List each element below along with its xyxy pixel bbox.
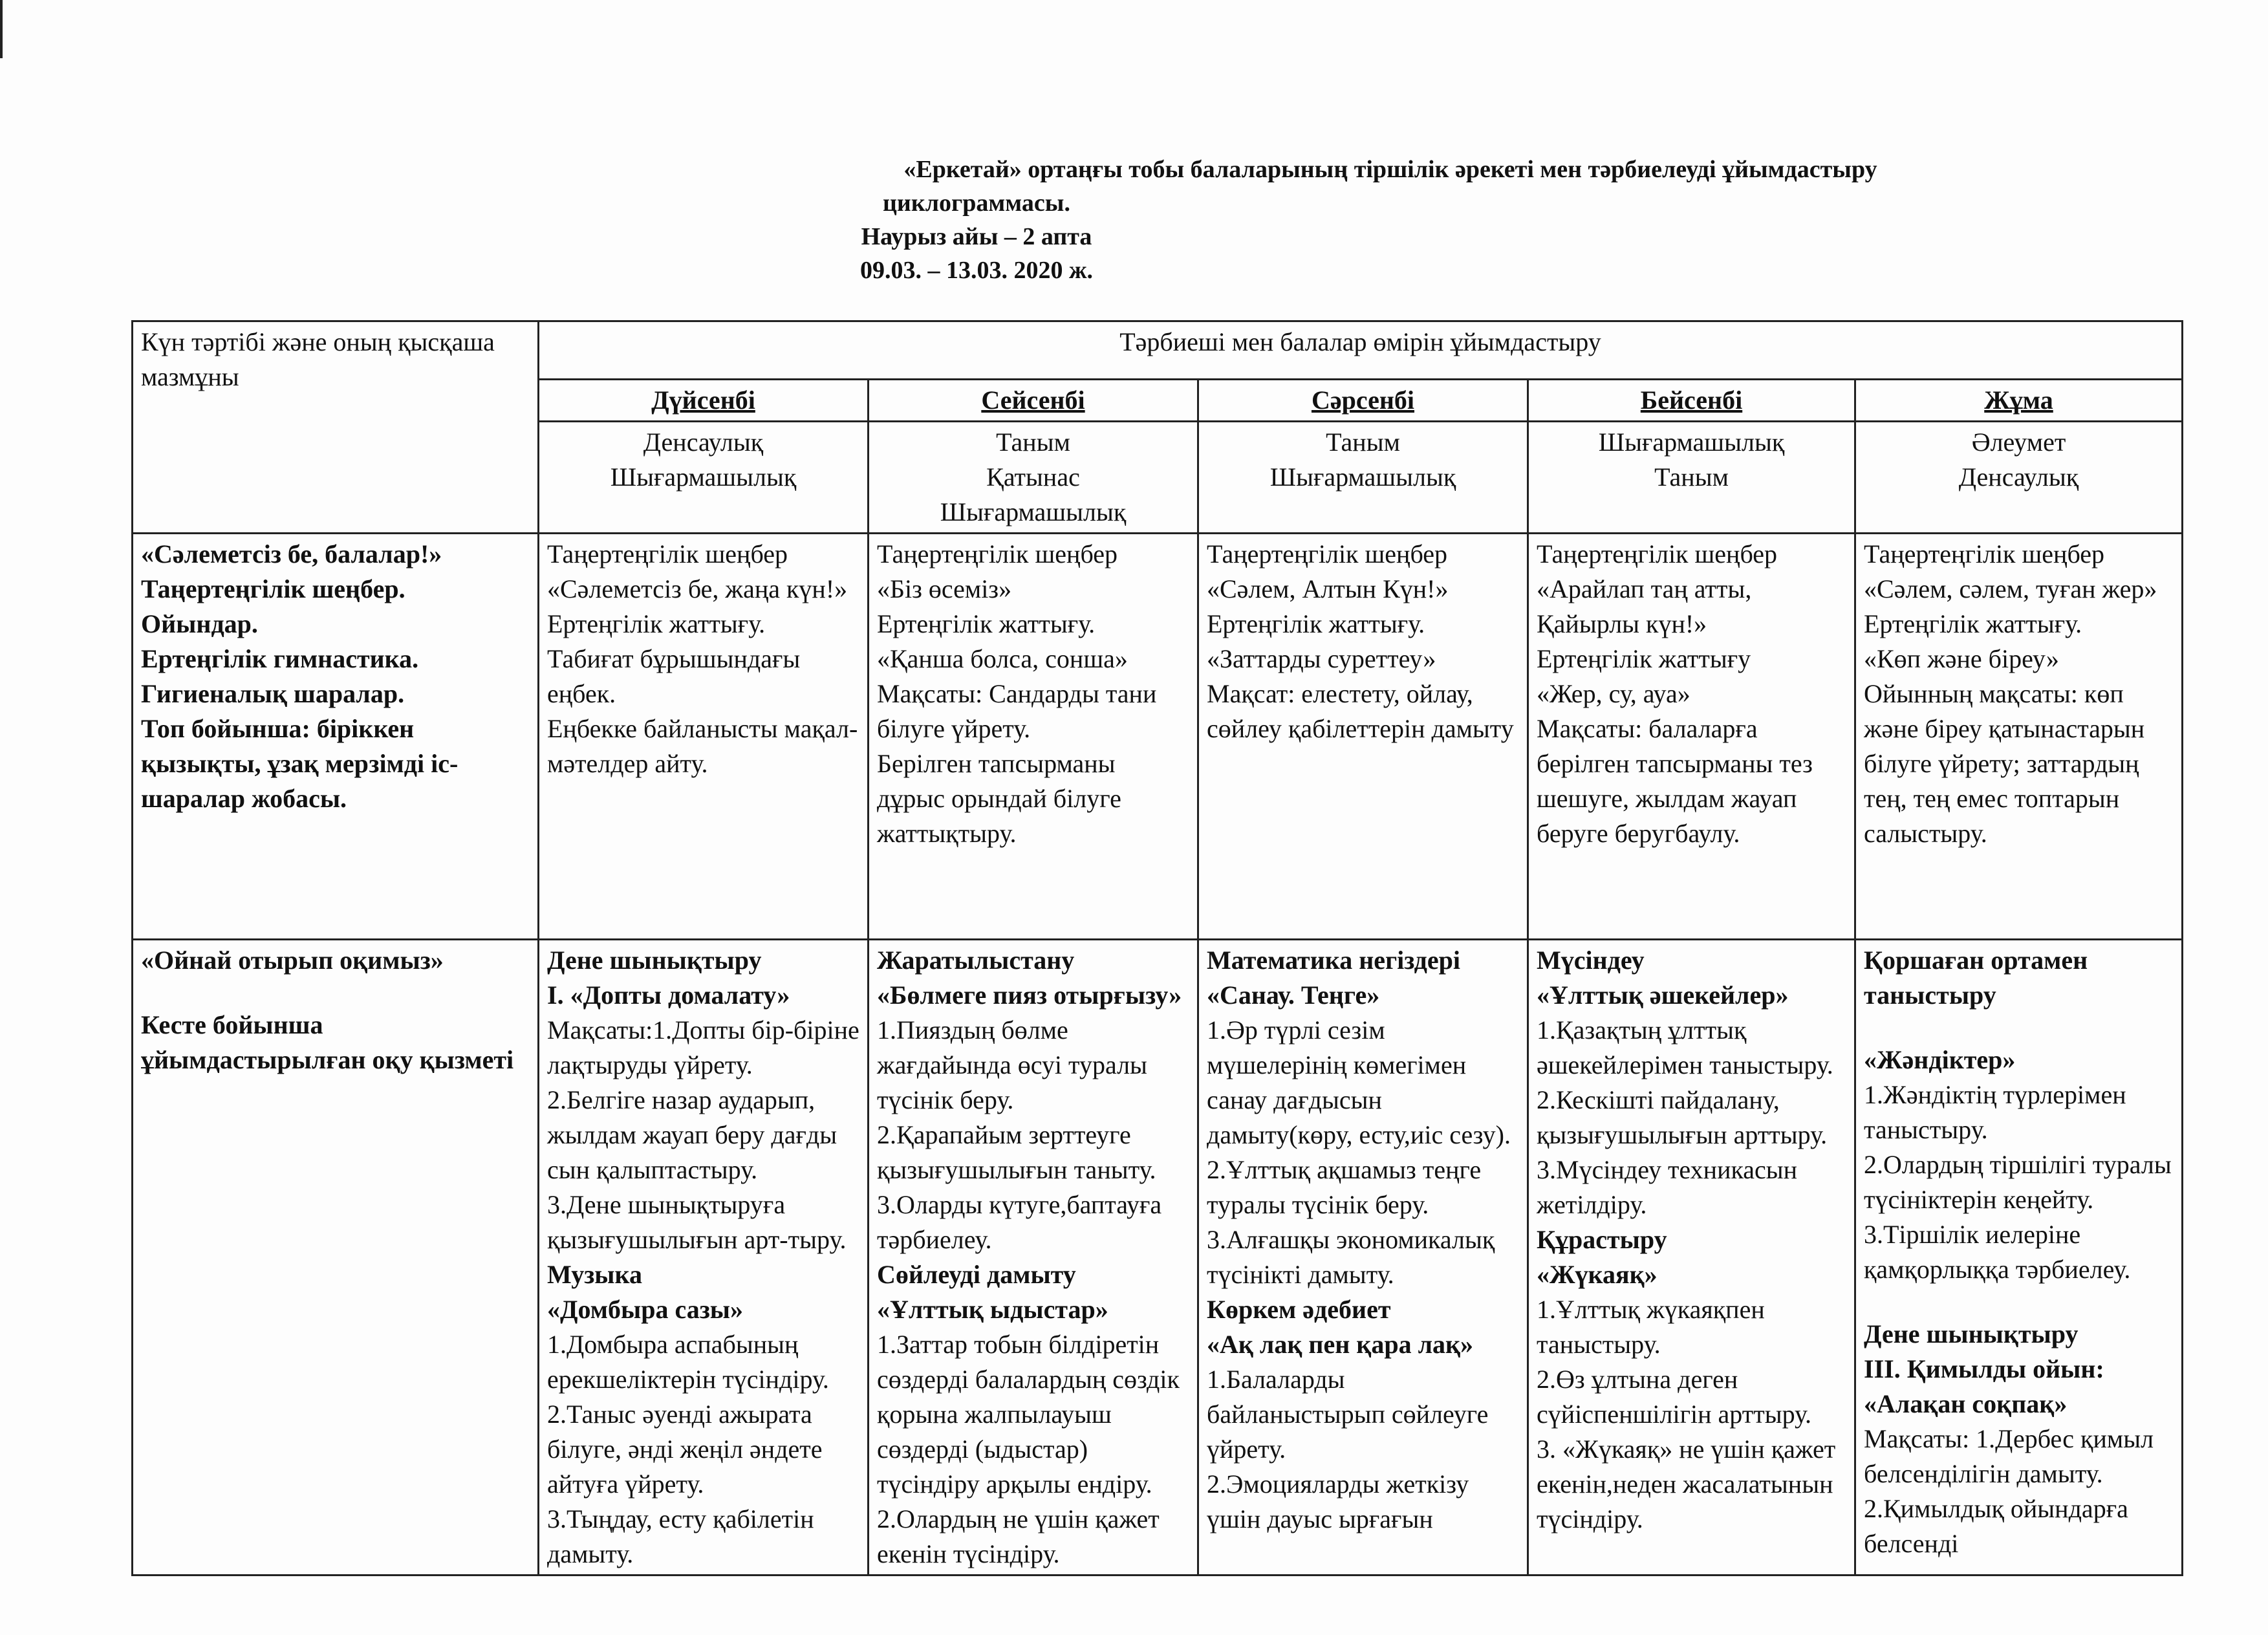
- row2-friday: [1855, 940, 2183, 1575]
- lesson-line: Сөйлеуді дамыту: [877, 1260, 1076, 1289]
- lesson-line: I. «Допты домалату»: [547, 980, 790, 1010]
- lesson-line: Мақсаты:1.Допты бір-біріне лақтыруды үйрету.: [547, 1015, 859, 1079]
- lesson-line: «Ақ лақ пен қара лақ»: [1207, 1330, 1474, 1359]
- cyclogram-table: [131, 320, 2183, 1576]
- row2-label-subtitle: Кесте бойынша ұйымдастырылған оқу қызметі: [141, 1010, 514, 1074]
- lesson-line: Жаратылыстану: [877, 946, 1075, 975]
- lesson-line: 3. «Жүкаяқ» не үшін қажет екенін,неден жасалатынын түсіндіру.: [1537, 1435, 1836, 1533]
- row1-friday: Таңертеңгілік шеңбер «Сәлем, сәлем, туған жер» Ертеңгілік жаттығу. «Көп және біреу» Ойынның мақсаты: көп және біреу қатынастарын білуге үйрету; заттардың тең, тең емес топтарын салыстыру.: [1855, 534, 2183, 940]
- lesson-line: 1.Әр түрлі сезім мүшелерінің көмегімен санау дағдысын дамыту(көру, есту,иіс сезу).: [1207, 1015, 1511, 1149]
- lesson-line: 2.Таныс әуенді ажырата білуге, әнді жеңіл әндете айтуға үйрету.: [547, 1400, 823, 1499]
- day-tuesday: Сейсенбі: [869, 380, 1198, 422]
- lesson-line: Мүсіндеу: [1537, 946, 1645, 975]
- lesson-line: 1.Ұлттық жүкаяқпен таныстыру.: [1537, 1295, 1765, 1359]
- areas-thursday: Шығармашылық Таным: [1528, 422, 1855, 534]
- lesson-line: 1.Қазақтың ұлттық әшекейлерімен таныстыру.: [1537, 1015, 1833, 1079]
- lesson-line: «Жәндіктер»: [1864, 1045, 2016, 1074]
- lesson-line: [1864, 1287, 2174, 1317]
- lesson-line: III. Қимылды ойын:: [1864, 1354, 2104, 1383]
- lesson-line: «Жүкаяқ»: [1537, 1260, 1658, 1289]
- day-monday: Дүйсенбі: [539, 380, 869, 422]
- lesson-line: Мақсаты: 1.Дербес қимыл белсенділігін дамыту. 2.Қимылдық ойындарға белсенді: [1864, 1424, 2154, 1558]
- lesson-line: Қоршаған ортамен таныстыру: [1864, 946, 2088, 1010]
- lesson-line: 2.Өз ұлтына деген сүйіспеншілігін арттыру.: [1537, 1365, 1812, 1429]
- row2-wednesday: [1198, 940, 1528, 1575]
- lesson-line: Дене шынықтыру: [547, 946, 762, 975]
- title-line-2: циклограммасы.: [883, 189, 1070, 217]
- lesson-line: 3.Дене шынықтыруға қызығушылығын арт-тыру.: [547, 1190, 847, 1254]
- lesson-line: «Домбыра сазы»: [547, 1295, 744, 1324]
- lesson-line: 1.Балаларды байланыстырып сөйлеуге үйрету.: [1207, 1365, 1489, 1464]
- lesson-line: 2.Ұлттық ақшамыз теңге туралы түсінік беру.: [1207, 1155, 1482, 1219]
- lesson-line: 1.Домбыра аспабының ерекшеліктерін түсіндіру.: [547, 1330, 829, 1394]
- lesson-line: 3.Оларды күтуге,баптауға тәрбиелеу.: [877, 1190, 1162, 1254]
- lesson-line: 3.Тіршілік иелеріне қамқорлыққа тәрбиелеу.: [1864, 1220, 2131, 1284]
- lesson-line: «Ұлттық ыдыстар»: [877, 1295, 1108, 1324]
- row2-tuesday: [869, 940, 1198, 1575]
- lesson-line: «Алақан соқпақ»: [1864, 1389, 2068, 1418]
- row1-monday: Таңертеңгілік шеңбер «Сәлеметсіз бе, жаңа күн!» Ертеңгілік жаттығу. Табиғат бұрышындағы еңбек. Еңбекке байланысты мақал-мәтелдер айту.: [539, 534, 869, 940]
- corner-header: Күн тәртібі және оның қысқаша мазмұны: [133, 321, 539, 534]
- lesson-line: Көркем әдебиет: [1207, 1295, 1391, 1324]
- lesson-line: «Санау. Теңге»: [1207, 980, 1380, 1010]
- page-edge-mark: [0, 0, 3, 58]
- areas-wednesday: Таным Шығармашылық: [1198, 422, 1528, 534]
- areas-monday: Денсаулық Шығармашылық: [539, 422, 869, 534]
- row2-thursday: [1528, 940, 1855, 1575]
- day-friday: Жұма: [1855, 380, 2183, 422]
- lesson-line: 2.Қарапайым зерттеуге қызығушылығын таныту.: [877, 1120, 1156, 1184]
- areas-friday: Әлеумет Денсаулық: [1855, 422, 2183, 534]
- row1-tuesday: Таңертеңгілік шеңбер «Біз өсеміз» Ертеңгілік жаттығу. «Қанша болса, сонша» Мақсаты: Сандарды тани білуге үйрету. Берілген тапсырманы дұрыс орындай білуге жаттықтыру.: [869, 534, 1198, 940]
- lesson-line: 3.Тыңдау, есту қабілетін дамыту.: [547, 1504, 814, 1568]
- lesson-line: «Ұлттық әшекейлер»: [1537, 980, 1789, 1010]
- group-header: Тәрбиеші мен балалар өмірін ұйымдастыру: [539, 321, 2183, 380]
- lesson-line: Дене шынықтыру: [1864, 1319, 2079, 1348]
- lesson-line: Құрастыру: [1537, 1225, 1667, 1254]
- row2-label: [133, 940, 539, 1575]
- row1-label: «Сәлеметсіз бе, балалар!» Таңертеңгілік шеңбер. Ойындар. Ертеңгілік гимнастика. Гигиеналық шаралар. Топ бойынша: біріккен қызықты, ұзақ мерзімді іс-шаралар жобасы.: [133, 534, 539, 940]
- lesson-line: 2.Олардың не үшін қажет екенін түсіндіру.: [877, 1504, 1160, 1568]
- areas-tuesday: Таным Қатынас Шығармашылық: [869, 422, 1198, 534]
- lesson-line: Математика негіздері: [1207, 946, 1460, 975]
- day-wednesday: Сәрсенбі: [1198, 380, 1528, 422]
- lesson-line: 1.Заттар тобын білдіретін сөздерді балалардың сөздік қорына жалпылауыш сөздерді (ыдыстар) түсіндіру арқылы ендіру.: [877, 1330, 1180, 1499]
- lesson-line: 2.Олардың тіршілігі туралы түсініктерін кеңейту.: [1864, 1150, 2172, 1214]
- title-line-1: «Еркетай» ортаңғы тобы балаларының тіршілік әрекеті мен тәрбиелеуді ұйымдастыру: [903, 156, 1877, 183]
- lesson-line: 3.Алғашқы экономикалық түсінікті дамыту.: [1207, 1225, 1495, 1289]
- lesson-line: 1.Пияздың бөлме жағдайында өсуі туралы түсінік беру.: [877, 1015, 1147, 1114]
- lesson-line: 2.Эмоцияларды жеткізу үшін дауыс ырғағын: [1207, 1469, 1469, 1533]
- lesson-line: «Бөлмеге пияз отырғызу»: [877, 980, 1182, 1010]
- title-date-range: 09.03. – 13.03. 2020 ж.: [859, 257, 1094, 284]
- lesson-line: 1.Жәндіктің түрлерімен таныстыру.: [1864, 1080, 2126, 1144]
- title-month-week: Наурыз айы – 2 апта: [861, 223, 1092, 250]
- lesson-line: 2.Кескішті пайдалану, қызығушылығын арттыру. 3.Мүсіндеу техникасын жетілдіру.: [1537, 1085, 1828, 1219]
- row2-label-title: «Ойнай отырып оқимыз»: [141, 946, 444, 975]
- day-thursday: Бейсенбі: [1528, 380, 1855, 422]
- row2-monday: [539, 940, 869, 1575]
- row1-thursday: Таңертеңгілік шеңбер «Арайлап таң атты, Қайырлы күн!» Ертеңгілік жаттығу «Жер, су, ауа» Мақсаты: балаларға берілген тапсырманы тез шешуге, жылдам жауап беруге беругбаулу.: [1528, 534, 1855, 940]
- lesson-line: Музыка: [547, 1260, 642, 1289]
- lesson-line: [1864, 1013, 2174, 1043]
- lesson-line: 2.Белгіге назар аударып, жылдам жауап беру дағды сын қалыптастыру.: [547, 1085, 837, 1184]
- row1-wednesday: Таңертеңгілік шеңбер «Сәлем, Алтын Күн!» Ертеңгілік жаттығу. «Заттарды суреттеу» Мақсат: елестету, ойлау, сөйлеу қабілеттерін дамыту: [1198, 534, 1528, 940]
